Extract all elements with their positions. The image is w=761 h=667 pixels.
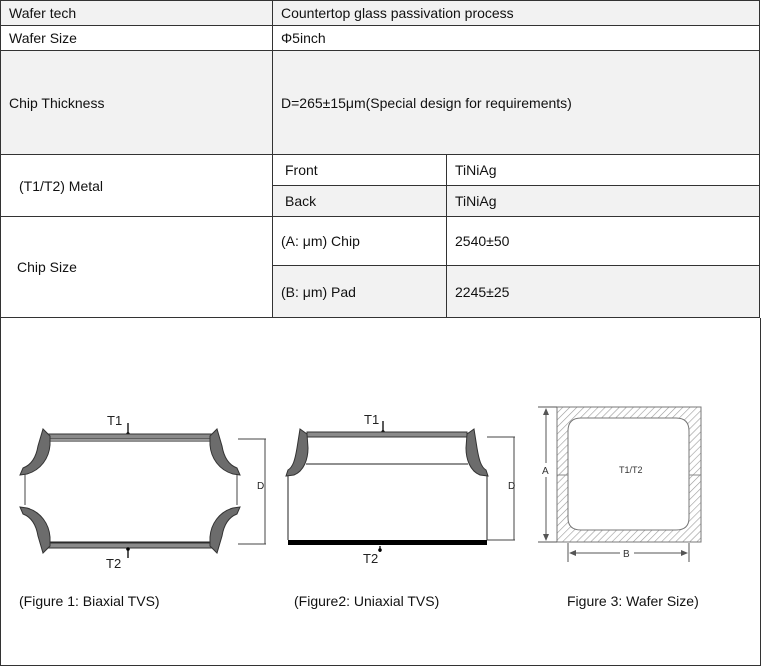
figure2-caption: (Figure2: Uniaxial TVS) (294, 593, 440, 609)
wafer-tech-value: Countertop glass passivation process (273, 1, 760, 26)
figure3-caption: Figure 3: Wafer Size) (567, 593, 699, 609)
figure1-caption: (Figure 1: Biaxial TVS) (19, 593, 160, 609)
row-chip-size-a (1, 217, 760, 266)
fig3-center-label: T1/T2 (619, 465, 643, 475)
row-wafer-tech (1, 1, 760, 26)
chip-size-b-value: 2245±25 (447, 266, 760, 318)
metal-label: (T1/T2) Metal (1, 155, 273, 217)
fig1-d-label: D (257, 481, 265, 492)
wafer-tech-label: Wafer tech (1, 1, 273, 26)
fig2-t1-label: T1 (364, 412, 380, 427)
spec-table (0, 0, 760, 318)
chip-size-b-label: (B: μm) Pad (273, 266, 447, 318)
fig2-d-label: D (508, 481, 516, 492)
fig1-t2-label: T2 (106, 556, 122, 571)
chip-size-label: Chip Size (1, 217, 273, 318)
fig1-t1-label: T1 (107, 413, 123, 428)
fig2-t2-label: T2 (363, 551, 379, 566)
metal-front-value: TiNiAg (447, 155, 760, 186)
wafer-size-value: Φ5inch (273, 26, 760, 51)
metal-back-label: Back (273, 186, 447, 217)
row-metal-front (1, 155, 760, 186)
fig3-b-label: B (623, 549, 630, 560)
chip-size-a-label: (A: μm) Chip (273, 217, 447, 266)
figures-area (0, 318, 761, 666)
chip-thickness-value: D=265±15μm(Special design for requirements) (273, 51, 760, 155)
metal-back-value: TiNiAg (447, 186, 760, 217)
figure3-wafer-size (1, 318, 741, 588)
chip-thickness-label: Chip Thickness (1, 51, 273, 155)
fig3-a-label: A (542, 466, 549, 477)
wafer-size-label: Wafer Size (1, 26, 273, 51)
chip-size-a-value: 2540±50 (447, 217, 760, 266)
row-wafer-size (1, 26, 760, 51)
row-chip-thickness (1, 51, 760, 155)
metal-front-label: Front (273, 155, 447, 186)
